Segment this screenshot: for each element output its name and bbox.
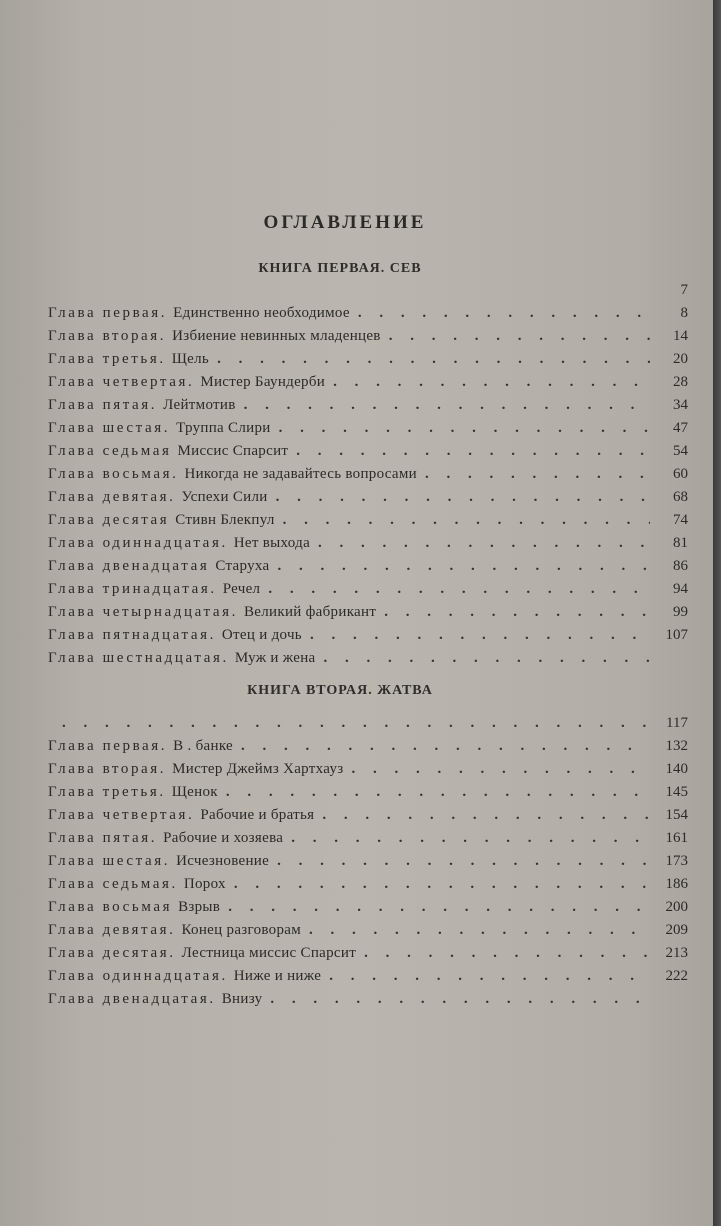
dot-leader — [234, 873, 650, 896]
chapter-number: Глава первая. — [48, 738, 168, 754]
chapter-title: Нет выхода — [233, 535, 311, 551]
chapter-title: Взрыв — [178, 899, 221, 915]
chapter-number: Глава одиннадцатая. — [48, 968, 228, 984]
toc-entry — [48, 712, 688, 735]
chapter-number: Глава третья. — [48, 351, 166, 367]
chapter-title: Миссис Спарсит — [177, 443, 289, 459]
chapter-number: Глава пятая. — [48, 397, 158, 413]
dot-leader — [425, 463, 650, 486]
toc-entry — [48, 578, 688, 601]
chapter-number: Глава восьмая — [48, 899, 173, 915]
dot-leader — [329, 965, 650, 988]
page-number: 86 — [673, 558, 688, 574]
chapter-title: Великий фабрикант — [243, 604, 377, 620]
toc-entry — [48, 919, 688, 942]
dot-leader — [296, 440, 650, 463]
chapter-number: Глава пятнадцатая. — [48, 627, 216, 643]
dot-leader — [270, 988, 650, 1011]
dot-leader — [228, 896, 650, 919]
dot-leader — [277, 850, 650, 873]
dot-leader — [279, 417, 650, 440]
toc-entry — [48, 348, 688, 371]
toc-entry — [48, 601, 688, 624]
toc-entry — [48, 942, 688, 965]
page-number: 94 — [673, 581, 688, 597]
dot-leader — [351, 758, 650, 781]
dot-leader — [283, 509, 650, 532]
toc-entry — [48, 509, 688, 532]
chapter-title: Щенок — [171, 784, 218, 800]
page-number: 14 — [673, 328, 688, 344]
page-number: 68 — [673, 489, 688, 505]
toc-entry — [48, 735, 688, 758]
book-one-chapter-list — [48, 279, 688, 670]
page-number: 209 — [665, 922, 688, 938]
toc-entry — [48, 647, 688, 670]
chapter-number: Глава первая. — [48, 305, 168, 321]
book-one-title: КНИГА ПЕРВАЯ. СЕВ — [258, 261, 422, 276]
dot-leader — [244, 394, 650, 417]
toc-entry — [48, 279, 688, 302]
page-number: 186 — [665, 876, 688, 892]
chapter-number: Глава двенадцатая. — [48, 991, 216, 1007]
page-number: 140 — [665, 761, 688, 777]
page-number: 99 — [673, 604, 688, 620]
page-number: 132 — [665, 738, 688, 754]
dot-leader — [324, 647, 650, 670]
page-number: 81 — [673, 535, 688, 551]
page-number: 213 — [665, 945, 688, 961]
chapter-number: Глава девятая. — [48, 922, 176, 938]
page-number: 145 — [665, 784, 688, 800]
page-number: 8 — [680, 305, 688, 321]
dot-leader — [268, 578, 650, 601]
chapter-number: Глава шестая. — [48, 420, 171, 436]
page-number: 7 — [680, 282, 688, 298]
toc-entry — [48, 463, 688, 486]
chapter-title: Лестница миссис Спарсит — [181, 945, 357, 961]
toc-entry — [48, 827, 688, 850]
dot-leader — [226, 781, 650, 804]
toc-entry — [48, 532, 688, 555]
page-number: 34 — [673, 397, 688, 413]
chapter-title: Единственно необходимое — [173, 305, 350, 321]
page-number: 200 — [665, 899, 688, 915]
chapter-number: Глава двенадцатая — [48, 558, 210, 574]
chapter-title: Стивн Блекпул — [175, 512, 275, 528]
toc-entry — [48, 988, 688, 1011]
book-two-chapter-list — [48, 712, 688, 1011]
chapter-title: Рабочие и братья — [200, 807, 315, 823]
toc-entry — [48, 873, 688, 896]
chapter-number: Глава девятая. — [48, 489, 176, 505]
chapter-title: Труппа Слири — [176, 420, 271, 436]
toc-entry — [48, 440, 688, 463]
toc-entry — [48, 758, 688, 781]
chapter-number: Глава четырнадцатая. — [48, 604, 238, 620]
dot-leader — [322, 804, 650, 827]
page-number: 107 — [665, 627, 688, 643]
chapter-title: Лейтмотив — [163, 397, 236, 413]
toc-title: ОГЛАВЛЕНИЕ — [263, 212, 427, 233]
page-number: 47 — [673, 420, 688, 436]
chapter-title: Избиение невинных младенцев — [172, 328, 381, 344]
page-number: 28 — [673, 374, 688, 390]
chapter-title: Мистер Джеймз Хартхауз — [172, 761, 344, 777]
page-number: 173 — [665, 853, 688, 869]
chapter-title: Щель — [171, 351, 210, 367]
page-number: 222 — [665, 968, 688, 984]
dot-leader — [277, 555, 650, 578]
page-number: 60 — [673, 466, 688, 482]
chapter-number: Глава седьмая — [48, 443, 172, 459]
toc-entry — [48, 555, 688, 578]
toc-entry — [48, 394, 688, 417]
chapter-title: Муж и жена — [234, 650, 316, 666]
chapter-title: В . банке — [173, 738, 234, 754]
chapter-number: Глава десятая. — [48, 945, 176, 961]
toc-entry — [48, 965, 688, 988]
page-number: 54 — [673, 443, 688, 459]
dot-leader — [318, 532, 650, 555]
page-number: 74 — [673, 512, 688, 528]
chapter-number: Глава восьмая. — [48, 466, 179, 482]
page-number: 154 — [665, 807, 688, 823]
dot-leader — [389, 325, 650, 348]
chapter-number: Глава седьмая. — [48, 876, 178, 892]
toc-entry — [48, 896, 688, 919]
page-number: 161 — [665, 830, 688, 846]
dot-leader — [241, 735, 650, 758]
page-edge-shadow — [713, 0, 721, 1226]
toc-entry — [48, 804, 688, 827]
dot-leader — [310, 624, 650, 647]
page-number: 117 — [666, 715, 688, 731]
page-number: 20 — [673, 351, 688, 367]
chapter-title: Внизу — [221, 991, 263, 1007]
chapter-title: Речел — [222, 581, 261, 597]
chapter-number: Глава четвертая. — [48, 374, 195, 390]
chapter-title: Мистер Баундерби — [200, 374, 326, 390]
chapter-title: Порох — [183, 876, 226, 892]
book-two-title: КНИГА ВТОРАЯ. ЖАТВА — [247, 683, 433, 698]
toc-entry — [48, 325, 688, 348]
chapter-number: Глава вторая. — [48, 761, 167, 777]
chapter-title: Успехи Сили — [181, 489, 268, 505]
toc-entry — [48, 850, 688, 873]
chapter-number: Глава тринадцатая. — [48, 581, 217, 597]
toc-entry — [48, 781, 688, 804]
chapter-number: Глава четвертая. — [48, 807, 195, 823]
dot-leader — [384, 601, 650, 624]
toc-entry — [48, 371, 688, 394]
chapter-number: Глава вторая. — [48, 328, 167, 344]
chapter-number: Глава третья. — [48, 784, 166, 800]
chapter-title: Рабочие и хозяева — [163, 830, 284, 846]
chapter-number: Глава одиннадцатая. — [48, 535, 228, 551]
chapter-title: Старуха — [215, 558, 270, 574]
dot-leader — [217, 348, 650, 371]
dot-leader — [333, 371, 650, 394]
chapter-title: Никогда не задавайтесь вопросами — [184, 466, 417, 482]
chapter-title: Исчезновение — [176, 853, 270, 869]
chapter-title: Отец и дочь — [221, 627, 302, 643]
chapter-number: Глава десятая — [48, 512, 170, 528]
toc-entry — [48, 486, 688, 509]
toc-entry — [48, 624, 688, 647]
dot-leader — [358, 302, 650, 325]
dot-leader — [62, 712, 650, 735]
chapter-number: Глава шестнадцатая. — [48, 650, 229, 666]
toc-entry — [48, 417, 688, 440]
toc-entry — [48, 302, 688, 325]
dot-leader — [309, 919, 650, 942]
chapter-title: Ниже и ниже — [233, 968, 322, 984]
chapter-number: Глава пятая. — [48, 830, 158, 846]
chapter-number: Глава шестая. — [48, 853, 171, 869]
dot-leader — [291, 827, 650, 850]
dot-leader — [276, 486, 650, 509]
dot-leader — [364, 942, 650, 965]
chapter-title: Конец разговорам — [181, 922, 302, 938]
